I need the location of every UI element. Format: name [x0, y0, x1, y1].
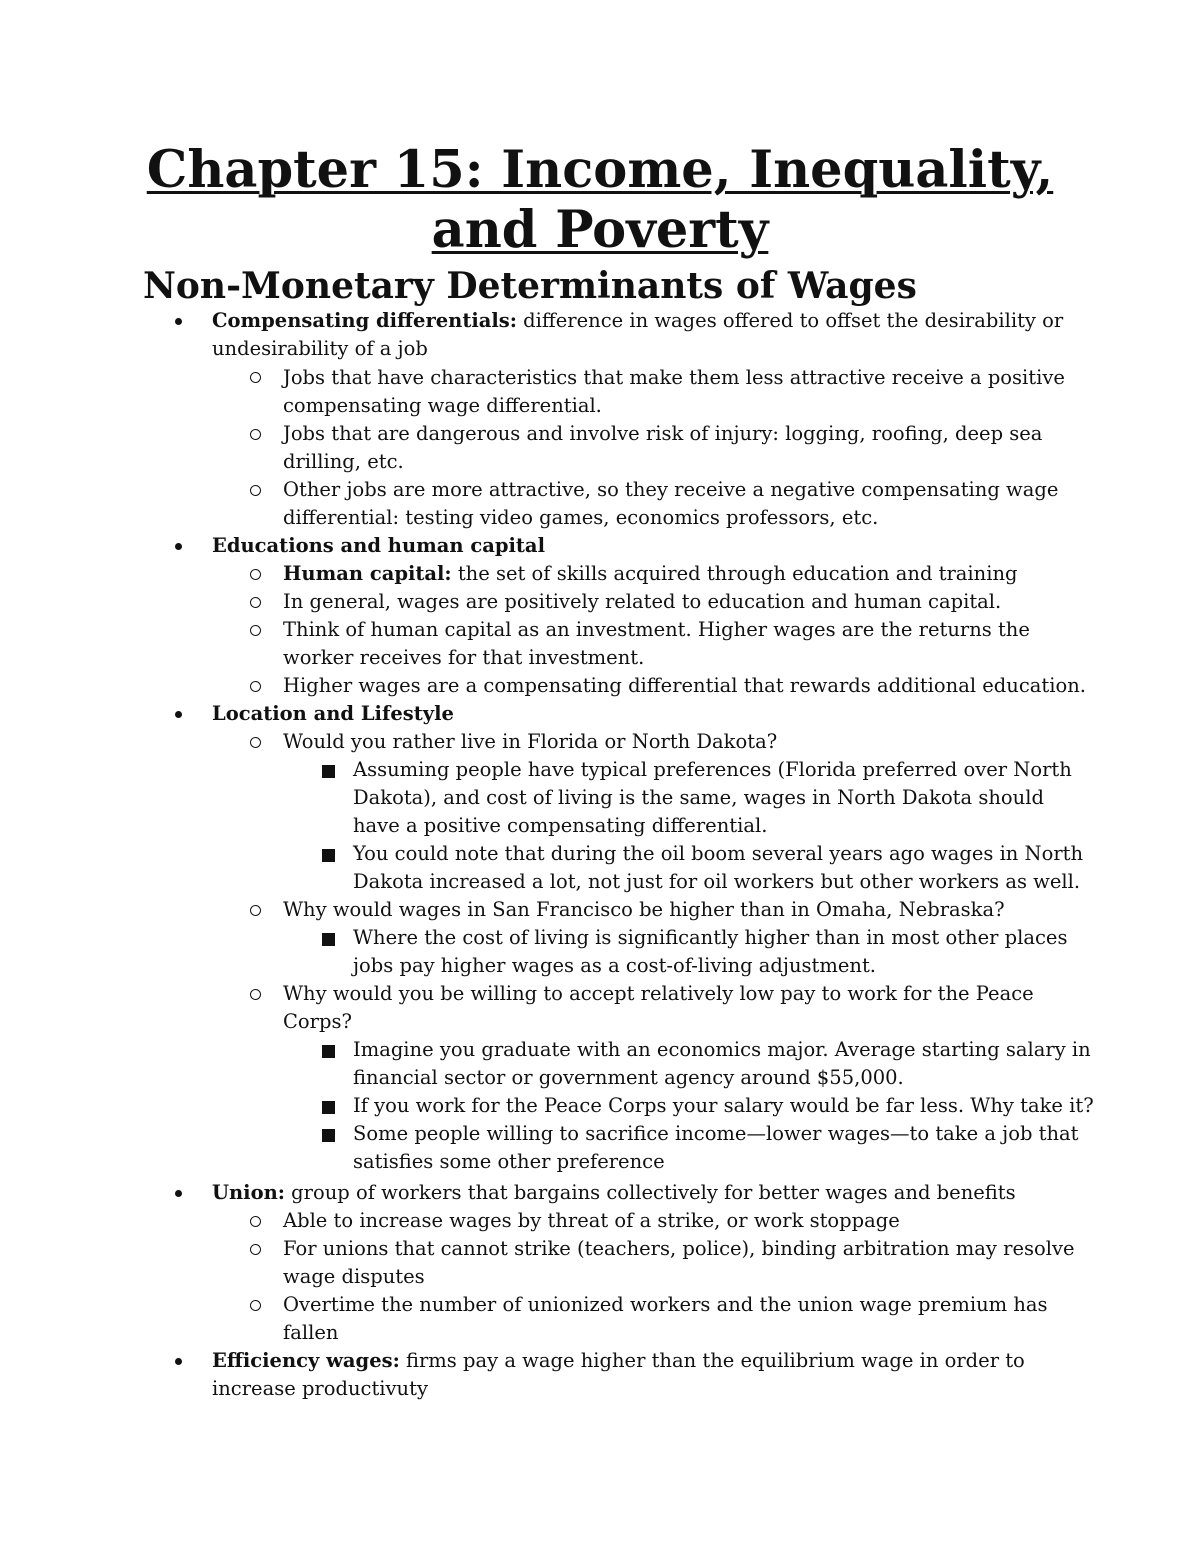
bullet-square-icon — [322, 1045, 335, 1058]
list-item: Imagine you graduate with an economics major. Average starting salary in — [353, 1038, 1091, 1061]
bullet-circle-icon — [250, 429, 261, 440]
list-item: In general, wages are positively related to education and human capital. — [283, 590, 1002, 613]
title-line-1: Chapter 15: Income, Inequality, — [146, 140, 1054, 200]
bullet-circle-icon — [250, 681, 261, 692]
list-item: Where the cost of living is significantly higher than in most other places — [353, 926, 1068, 949]
list-item-cont: wage disputes — [283, 1265, 425, 1288]
definition: group of workers that bargains collectively for better wages and benefits — [284, 1181, 1016, 1204]
bullet-disc-icon — [175, 318, 182, 325]
list-item: Why would wages in San Francisco be higher than in Omaha, Nebraska? — [283, 898, 1005, 921]
bullet-disc-icon — [175, 1190, 182, 1197]
definition: the set of skills acquired through education and training — [451, 562, 1018, 585]
list-item-heading: Educations and human capital — [212, 534, 545, 557]
list-item: Some people willing to sacrifice income—lower wages—to take a job that — [353, 1122, 1079, 1145]
list-item: Would you rather live in Florida or North Dakota? — [283, 730, 778, 753]
list-item-cont: Dakota), and cost of living is the same, wages in North Dakota should — [353, 786, 1044, 809]
list-item-cont: financial sector or government agency around $55,000. — [353, 1066, 904, 1089]
list-item-cont: undesirability of a job — [212, 337, 428, 360]
list-item-cont: fallen — [283, 1321, 339, 1344]
list-item: Why would you be willing to accept relatively low pay to work for the Peace — [283, 982, 1034, 1005]
list-item-cont: drilling, etc. — [283, 450, 404, 473]
bullet-circle-icon — [250, 485, 261, 496]
list-item-cont: compensating wage differential. — [283, 394, 602, 417]
list-item-cont: have a positive compensating differential. — [353, 814, 768, 837]
bullet-square-icon — [322, 1129, 335, 1142]
list-item-cont: satisfies some other preference — [353, 1150, 665, 1173]
bullet-square-icon — [322, 933, 335, 946]
bullet-circle-icon — [250, 737, 261, 748]
bullet-disc-icon — [175, 543, 182, 550]
list-item-cont: Corps? — [283, 1010, 352, 1033]
section-heading: Non-Monetary Determinants of Wages — [143, 265, 917, 307]
list-item: Other jobs are more attractive, so they receive a negative compensating wage — [283, 478, 1059, 501]
list-item: Assuming people have typical preferences (Florida preferred over North — [353, 758, 1072, 781]
list-item-cont: worker receives for that investment. — [283, 646, 645, 669]
list-item-heading: Location and Lifestyle — [212, 702, 454, 725]
list-item: Jobs that are dangerous and involve risk of injury: logging, roofing, deep sea — [283, 422, 1043, 445]
bullet-circle-icon — [250, 569, 261, 580]
list-item: For unions that cannot strike (teachers, police), binding arbitration may resolve — [283, 1237, 1075, 1260]
bullet-square-icon — [322, 849, 335, 862]
title-line-2: and Poverty — [431, 200, 769, 260]
bullet-circle-icon — [250, 372, 261, 383]
bullet-circle-icon — [250, 597, 261, 608]
list-item-cont: jobs pay higher wages as a cost-of-living adjustment. — [353, 954, 876, 977]
bullet-circle-icon — [250, 905, 261, 916]
list-item — [212, 307, 1063, 335]
term: Efficiency wages: — [212, 1349, 400, 1372]
bullet-circle-icon — [250, 1244, 261, 1255]
bullet-circle-icon — [250, 1300, 261, 1311]
definition: firms pay a wage higher than the equilibrium wage in order to — [399, 1349, 1025, 1372]
list-item — [283, 560, 1018, 588]
term: Union: — [212, 1181, 285, 1204]
list-item — [212, 1347, 1025, 1375]
page-title — [100, 140, 1100, 260]
list-item — [212, 1179, 1016, 1207]
list-item: Higher wages are a compensating differential that rewards additional education. — [283, 674, 1086, 697]
list-item: Jobs that have characteristics that make them less attractive receive a positive — [283, 366, 1065, 389]
list-item-cont: differential: testing video games, economics professors, etc. — [283, 506, 879, 529]
term: Compensating differentials: — [212, 309, 517, 332]
list-item: Able to increase wages by threat of a strike, or work stoppage — [283, 1209, 900, 1232]
definition: difference in wages offered to offset the desirability or — [516, 309, 1064, 332]
list-item: If you work for the Peace Corps your salary would be far less. Why take it? — [353, 1094, 1094, 1117]
list-item: Think of human capital as an investment. Higher wages are the returns the — [283, 618, 1030, 641]
bullet-disc-icon — [175, 1358, 182, 1365]
bullet-disc-icon — [175, 711, 182, 718]
bullet-circle-icon — [250, 989, 261, 1000]
term: Human capital: — [283, 562, 452, 585]
list-item-cont: Dakota increased a lot, not just for oil workers but other workers as well. — [353, 870, 1081, 893]
bullet-circle-icon — [250, 1216, 261, 1227]
bullet-circle-icon — [250, 625, 261, 636]
bullet-square-icon — [322, 1101, 335, 1114]
list-item: You could note that during the oil boom several years ago wages in North — [353, 842, 1084, 865]
list-item-cont: increase productivuty — [212, 1377, 428, 1400]
bullet-square-icon — [322, 765, 335, 778]
list-item: Overtime the number of unionized workers and the union wage premium has — [283, 1293, 1048, 1316]
